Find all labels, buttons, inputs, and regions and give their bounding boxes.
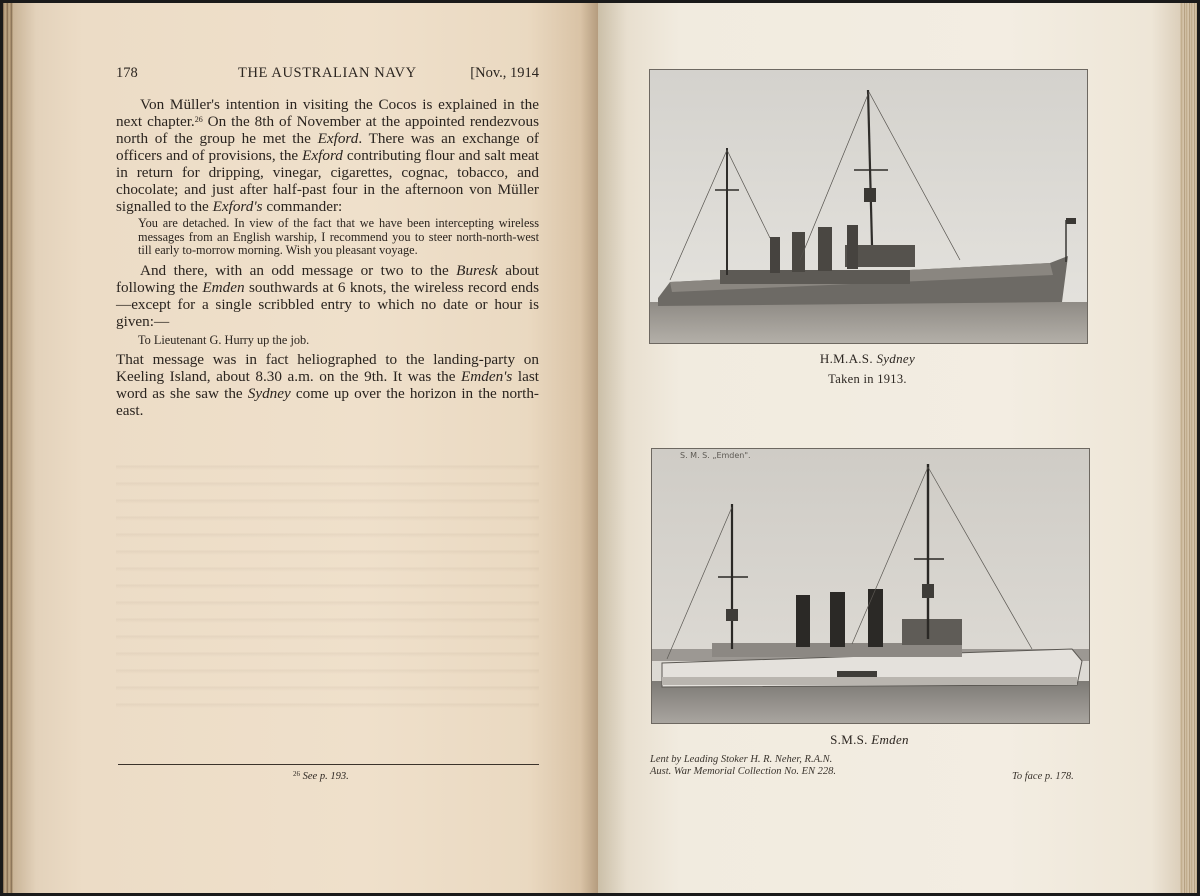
running-title: THE AUSTRALIAN NAVY bbox=[238, 65, 417, 81]
photo-credit bbox=[650, 754, 836, 778]
subcaption-sydney: Taken in 1913. bbox=[828, 372, 907, 386]
left-page-edges bbox=[3, 3, 13, 893]
caption-emden: S.M.S. Emden bbox=[830, 732, 909, 747]
footnote-rule bbox=[118, 764, 539, 765]
running-date: [Nov., 1914 bbox=[470, 65, 539, 81]
footnote-ref: 26 bbox=[194, 115, 203, 124]
footnote: $^{26}$ See p. 193. bbox=[293, 770, 349, 782]
body-text bbox=[116, 96, 539, 419]
ship-photo-emden-image bbox=[652, 449, 1089, 723]
caption-sydney: H.M.A.S. Sydney bbox=[819, 351, 916, 366]
paragraph-1: Von Müller's intention in visiting the Cocos is explained in the next chapter.$^{26}$ On the 8th of November at the appointed rendezvous north of the group he met the Exford. There was an exchange of officers and of provisions, the Exford contributing flour and salt meat in return for dripping, vinegar, cigarettes, cognac, tobacco, and chocolate; and just after half-past four in the afternoon von Müller signalled to the Exford's commander: bbox=[116, 96, 539, 215]
photo-inscription: S. M. S. „Emden". bbox=[680, 451, 751, 460]
photo-hmas-sydney bbox=[649, 69, 1088, 344]
block-quote-message: To Lieutenant G. Hurry up the job. bbox=[138, 332, 310, 347]
block-quote-wireless: You are detached. In view of the fact that we have been intercepting wireless messages from an English warship, I recommend you to steer north-north-west till early to-morrow morning. Wish you pleasant voyage. bbox=[138, 216, 539, 257]
paragraph-2: And there, with an odd message or two to the Buresk about following the Emden southwards at 6 knots, the wireless record ends—except for a single scribbled entry to which no date or hour is given:— bbox=[116, 261, 539, 330]
ship-photo-sydney-image bbox=[650, 70, 1087, 343]
credit-line-2: Aust. War Memorial Collection No. EN 228. bbox=[650, 766, 836, 777]
right-page-edges bbox=[1180, 3, 1197, 893]
paragraph-3: That message was in fact heliographed to the landing-party on Keeling Island, about 8.30 a.m. on the 9th. It was the Emden's last word as she saw the Sydney come up over the horizon in the north-east. bbox=[116, 350, 539, 419]
show-through-text bbox=[116, 453, 539, 713]
credit-line-1: Lent by Leading Stoker H. R. Neher, R.A.N. bbox=[650, 754, 833, 765]
running-head bbox=[116, 65, 539, 85]
photo-sms-emden bbox=[651, 448, 1090, 724]
page-number: 178 bbox=[116, 65, 138, 81]
to-face-page-note: To face p. 178. bbox=[1012, 771, 1074, 782]
